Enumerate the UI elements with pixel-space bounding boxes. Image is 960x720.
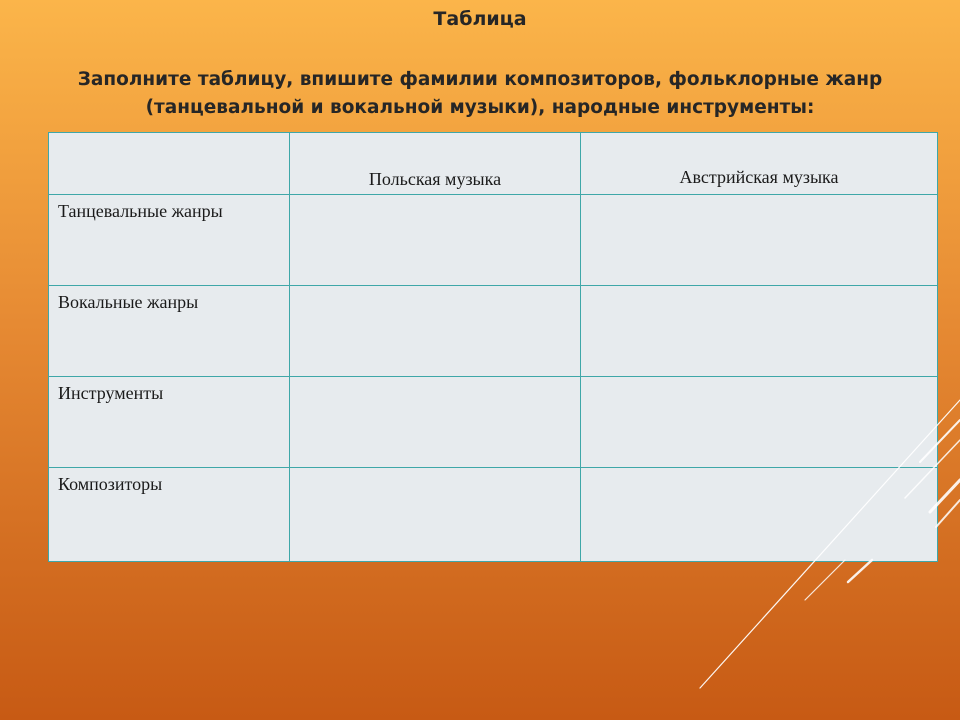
row-label-cell[interactable] bbox=[49, 377, 290, 468]
table-row-vocal bbox=[49, 286, 938, 377]
row-label-cell[interactable] bbox=[49, 468, 290, 562]
row-label-composers: Композиторы bbox=[58, 474, 163, 494]
cell-austrian-composers[interactable] bbox=[581, 468, 938, 562]
table-header-row bbox=[49, 133, 938, 195]
row-label-instruments: Инструменты bbox=[58, 383, 164, 403]
header-polish-cell[interactable] bbox=[290, 133, 581, 195]
cell-polish-vocal[interactable] bbox=[290, 286, 581, 377]
instruction-text bbox=[10, 66, 950, 122]
music-table bbox=[48, 132, 938, 562]
deco-line-4 bbox=[936, 500, 960, 527]
table-row-composers bbox=[49, 468, 938, 562]
cell-polish-instruments[interactable] bbox=[290, 377, 581, 468]
row-label-cell[interactable] bbox=[49, 195, 290, 286]
row-label-dance-genres: Танцевальные жанры bbox=[58, 201, 223, 221]
slide-title: Таблица bbox=[433, 8, 527, 30]
header-austrian-music: Австрийская музыка bbox=[679, 167, 839, 187]
cell-austrian-instruments[interactable] bbox=[581, 377, 938, 468]
cell-austrian-dance[interactable] bbox=[581, 195, 938, 286]
cell-polish-dance[interactable] bbox=[290, 195, 581, 286]
instruction-line-2: (танцевальной и вокальной музыки), народные инструменты: bbox=[145, 97, 815, 118]
deco-line-5 bbox=[848, 560, 872, 582]
deco-line-6 bbox=[805, 560, 845, 600]
header-empty-cell[interactable] bbox=[49, 133, 290, 195]
cell-polish-composers[interactable] bbox=[290, 468, 581, 562]
row-label-vocal-genres: Вокальные жанры bbox=[58, 292, 199, 312]
table-row-instruments bbox=[49, 377, 938, 468]
table-row-dance bbox=[49, 195, 938, 286]
header-austrian-cell[interactable] bbox=[581, 133, 938, 195]
cell-austrian-vocal[interactable] bbox=[581, 286, 938, 377]
instruction-line-1: Заполните таблицу, впишите фамилии композиторов, фольклорные жанр bbox=[77, 69, 883, 90]
header-polish-music: Польская музыка bbox=[368, 169, 502, 189]
row-label-cell[interactable] bbox=[49, 286, 290, 377]
